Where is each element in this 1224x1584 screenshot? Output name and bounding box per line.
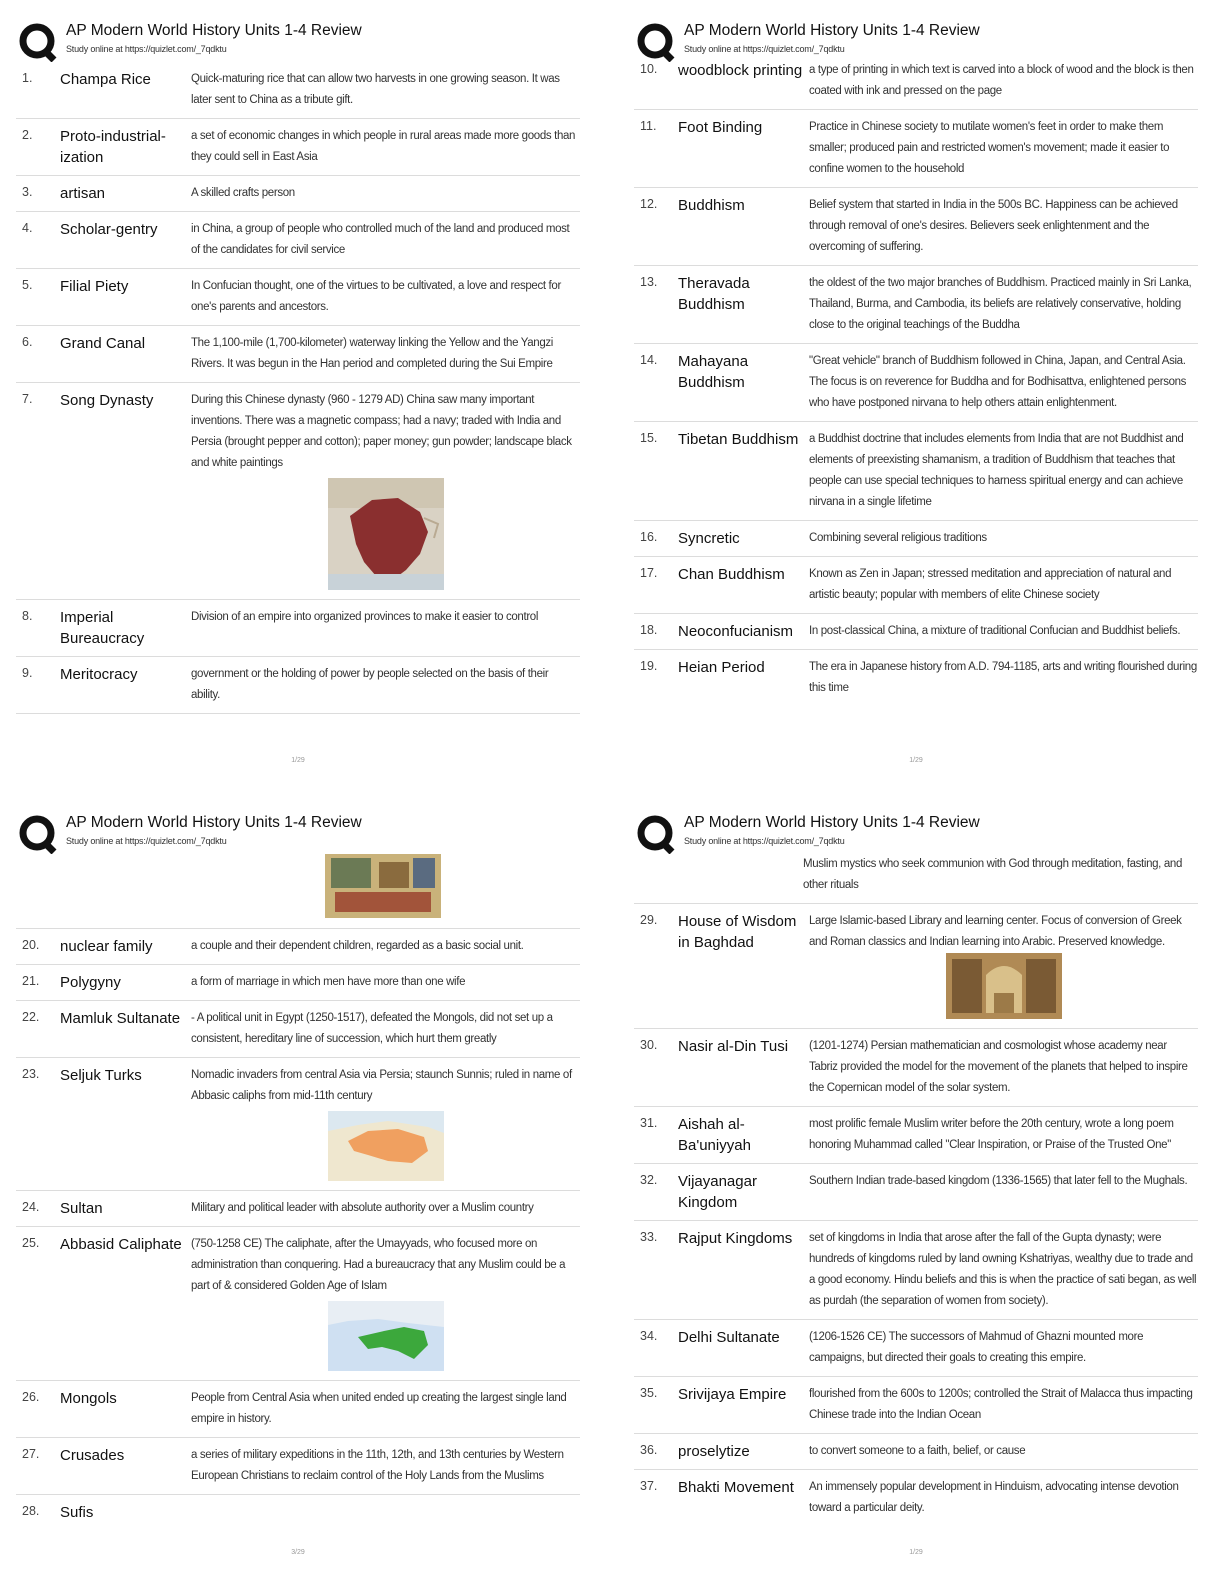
term-definition: An immensely popular development in Hinduism, advocating intense devotion toward a particular deity.	[809, 1481, 1179, 1514]
term-definition: a couple and their dependent children, regarded as a basic social unit.	[191, 940, 524, 952]
song-dynasty-map-image	[328, 478, 444, 590]
term-name: Rajput Kingdoms	[678, 1230, 793, 1247]
term-definition-block	[191, 390, 580, 592]
term-number: 35.	[640, 1386, 658, 1400]
term-row	[16, 929, 580, 965]
term-name: artisan	[60, 185, 106, 202]
term-row	[634, 1107, 1198, 1164]
term-row	[634, 521, 1198, 557]
term-name: Heian Period	[678, 659, 765, 676]
house-of-wisdom-image	[946, 953, 1062, 1019]
heian-painting-image	[325, 854, 441, 918]
term-name: proselytize	[678, 1443, 750, 1460]
page-header	[16, 810, 580, 854]
term-definition: People from Central Asia when united ended up creating the largest single land empire in history.	[191, 1392, 567, 1425]
term-number: 28.	[22, 1504, 40, 1518]
term-row	[634, 650, 1198, 706]
term-name: Neoconfucianism	[678, 623, 794, 640]
page-1	[16, 18, 580, 778]
term-name: Foot Binding	[678, 119, 763, 136]
term-name: woodblock printing	[678, 62, 803, 79]
term-definition: "Great vehicle" branch of Buddhism followed in China, Japan, and Central Asia. The focus is on reverence for Buddha and for Bodhisattva, enlightened persons who have postponed nirvana to help others attain enlightenment.	[809, 355, 1187, 409]
term-definition: (750-1258 CE) The caliphate, after the Umayyads, who focused more on administration than conquering. Had a bureaucracy that any Muslim could be a part of & considered Golden Age of Islam	[191, 1238, 566, 1292]
term-name: Mongols	[60, 1390, 117, 1407]
term-definition: a Buddhist doctrine that includes elements from India that are not Buddhist and elements of preexisting shamanism, a tradition of Buddhism that teaches that people can use special techniques to harness spiritual energy and can achieve nirvana in a single lifetime	[809, 433, 1184, 508]
term-number: 14.	[640, 353, 658, 367]
term-name: Sufis	[60, 1504, 94, 1521]
term-definition: most prolific female Muslim writer before the 20th century, wrote a long poem honoring Muhammad called "Clear Inspiration, or Praise of the Trusted One"	[809, 1118, 1174, 1151]
page-header	[16, 18, 580, 62]
term-row	[634, 1221, 1198, 1320]
term-number: 26.	[22, 1390, 40, 1404]
term-definition: (1201-1274) Persian mathematician and cosmologist whose academy near Tabriz provided the model for the movement of the planets that helped to inspire the Copernican model of the solar system.	[809, 1040, 1188, 1094]
term-definition: The era in Japanese history from A.D. 794-1185, arts and writing flourished during this time	[809, 661, 1197, 694]
term-definition: Known as Zen in Japan; stressed meditation and appreciation of natural and artistic beauty; popular with members of elite Chinese society	[809, 568, 1172, 601]
page-title: AP Modern World History Units 1-4 Review	[66, 814, 362, 831]
page-3	[16, 810, 580, 1570]
continuation-image-cell	[185, 854, 580, 920]
term-definition: Belief system that started in India in the 500s BC. Happiness can be achieved through removal of one's desires. Believers seek enlightenment and the overcoming of suffering.	[809, 199, 1178, 253]
term-row	[634, 1377, 1198, 1434]
term-name: Sultan	[60, 1200, 103, 1217]
term-row	[16, 1495, 580, 1530]
study-link[interactable]: Study online at https://quizlet.com/_7qdktu	[66, 44, 227, 54]
term-row	[634, 266, 1198, 344]
term-number: 9.	[22, 666, 33, 680]
term-number: 24.	[22, 1200, 40, 1214]
term-row	[16, 383, 580, 600]
term-number: 16.	[640, 530, 658, 544]
term-name: Theravada Buddhism	[678, 275, 750, 313]
term-row	[634, 557, 1198, 614]
term-definition: Large Islamic-based Library and learning center. Focus of conversion of Greek and Roman classics and Indian learning into Arabic. Preserved knowledge.	[809, 915, 1182, 948]
term-name: Champa Rice	[60, 71, 151, 88]
term-name: Mamluk Sultanate	[60, 1010, 181, 1027]
term-definition: Southern Indian trade-based kingdom (1336-1565) that later fell to the Mughals.	[809, 1175, 1188, 1187]
term-number: 19.	[640, 659, 658, 673]
term-definition: government or the holding of power by people selected on the basis of their ability.	[191, 668, 549, 701]
term-number: 33.	[640, 1230, 658, 1244]
term-number: 27.	[22, 1447, 40, 1461]
page-4	[634, 810, 1198, 1570]
term-name: Song Dynasty	[60, 392, 154, 409]
term-number: 18.	[640, 623, 658, 637]
term-name: Vijayanagar Kingdom	[678, 1173, 757, 1211]
term-definition: the oldest of the two major branches of Buddhism. Practiced mainly in Sri Lanka, Thailand, Burma, and Cambodia, its beliefs are relatively conservative, holding close to the original teachings of the Buddha	[809, 277, 1192, 331]
term-definition: a type of printing in which text is carved into a block of wood and the block is then coated with ink and pressed on the page	[809, 64, 1194, 97]
term-list	[634, 60, 1198, 706]
term-definition: In post-classical China, a mixture of traditional Confucian and Buddhist beliefs.	[809, 625, 1181, 637]
term-definition: Combining several religious traditions	[809, 532, 987, 544]
term-row	[634, 110, 1198, 188]
term-name: Crusades	[60, 1447, 125, 1464]
page-2	[634, 18, 1198, 778]
term-number: 7.	[22, 392, 33, 406]
term-definition: In Confucian thought, one of the virtues to be cultivated, a love and respect for one's parents and ancestors.	[191, 280, 561, 313]
term-name: Filial Piety	[60, 278, 129, 295]
term-name: Tibetan Buddhism	[678, 431, 799, 448]
page-number: 3/29	[291, 1549, 305, 1556]
term-number: 37.	[640, 1479, 658, 1493]
term-row	[634, 904, 1198, 1029]
term-number: 22.	[22, 1010, 40, 1024]
term-name: Polygyny	[60, 974, 121, 991]
term-number: 2.	[22, 128, 33, 142]
term-name: Grand Canal	[60, 335, 146, 352]
page-header	[634, 810, 1198, 854]
term-number: 21.	[22, 974, 40, 988]
page-number: 1/29	[909, 757, 923, 764]
term-definition: The 1,100-mile (1,700-kilometer) waterway linking the Yellow and the Yangzi Rivers. It was begun in the Han period and completed during the Sui Empire	[191, 337, 553, 370]
term-list	[634, 904, 1198, 1526]
term-row	[16, 1381, 580, 1438]
term-definition: set of kingdoms in India that arose after the fall of the Gupta dynasty; were hundreds of kingdoms ruled by land owning Kshatriyas, wealthy due to trade and a good economy. Hindu beliefs and this is when the practice of sati began, as well as purdah (the separation of women from society).	[809, 1232, 1197, 1307]
term-row	[16, 1058, 580, 1191]
term-row	[16, 965, 580, 1001]
term-definition: Nomadic invaders from central Asia via Persia; staunch Sunnis; ruled in name of Abbasic caliphs from mid-11th century	[191, 1069, 572, 1102]
term-number: 34.	[640, 1329, 658, 1343]
term-name: Buddhism	[678, 197, 745, 214]
term-definition-block	[809, 911, 1198, 1021]
term-number: 1.	[22, 71, 33, 85]
term-row	[634, 1434, 1198, 1470]
term-number: 20.	[22, 938, 40, 952]
page-title: AP Modern World History Units 1-4 Review	[684, 814, 980, 831]
term-name: Nasir al-Din Tusi	[678, 1038, 789, 1055]
term-number: 31.	[640, 1116, 658, 1130]
term-row	[16, 1191, 580, 1227]
quizlet-logo-icon	[636, 22, 676, 62]
term-row	[634, 1029, 1198, 1107]
term-row	[634, 1470, 1198, 1526]
term-row	[16, 326, 580, 383]
term-definition: a form of marriage in which men have more than one wife	[191, 976, 466, 988]
page-number: 1/29	[291, 757, 305, 764]
term-row	[16, 269, 580, 326]
term-name: Imperial Bureaucracy	[60, 609, 145, 647]
term-row	[634, 344, 1198, 422]
term-name: Seljuk Turks	[60, 1067, 142, 1084]
term-number: 29.	[640, 913, 658, 927]
term-name: Aishah al-Ba'uniyyah	[678, 1116, 751, 1154]
term-name: Mahayana Buddhism	[678, 353, 749, 391]
term-row	[634, 1320, 1198, 1377]
term-number: 25.	[22, 1236, 40, 1250]
term-definition-block	[191, 1234, 580, 1373]
term-definition: Military and political leader with absolute authority over a Muslim country	[191, 1202, 534, 1214]
page-number: 1/29	[909, 1549, 923, 1556]
term-number: 3.	[22, 185, 33, 199]
term-row	[634, 1164, 1198, 1221]
term-name: Bhakti Movement	[678, 1479, 794, 1496]
term-row	[634, 188, 1198, 266]
term-row	[634, 422, 1198, 521]
term-name: Chan Buddhism	[678, 566, 785, 583]
seljuk-map-image	[328, 1111, 444, 1181]
term-definition: in China, a group of people who controlled much of the land and produced most of the candidates for civil service	[191, 223, 570, 256]
quizlet-logo-icon	[18, 814, 58, 854]
term-number: 23.	[22, 1067, 40, 1081]
page-title: AP Modern World History Units 1-4 Review	[66, 22, 362, 39]
term-number: 12.	[640, 197, 658, 211]
term-row	[16, 1001, 580, 1058]
term-number: 13.	[640, 275, 658, 289]
quizlet-logo-icon	[636, 814, 676, 854]
term-number: 10.	[640, 62, 658, 76]
term-definition: a series of military expeditions in the 11th, 12th, and 13th centuries by Western European Christians to reclaim control of the Holy Lands from the Muslims	[191, 1449, 564, 1482]
term-row	[16, 657, 580, 714]
term-number: 32.	[640, 1173, 658, 1187]
term-number: 5.	[22, 278, 33, 292]
term-row	[16, 1227, 580, 1381]
term-name: Delhi Sultanate	[678, 1329, 780, 1346]
term-definition: A skilled crafts person	[191, 187, 295, 199]
term-definition: Quick-maturing rice that can allow two harvests in one growing season. It was later sent to China as a tribute gift.	[191, 73, 560, 106]
term-number: 8.	[22, 609, 33, 623]
term-row	[16, 600, 580, 657]
term-number: 30.	[640, 1038, 658, 1052]
term-number: 4.	[22, 221, 33, 235]
term-row	[16, 62, 580, 119]
term-number: 6.	[22, 335, 33, 349]
continuation-image-row	[16, 854, 580, 929]
term-name: Meritocracy	[60, 666, 138, 683]
abbasid-map-image	[328, 1301, 444, 1371]
term-name: House of Wisdom in Baghdad	[678, 913, 797, 951]
term-name: Syncretic	[678, 530, 740, 547]
page-title: AP Modern World History Units 1-4 Review	[684, 22, 980, 39]
term-definition: (1206-1526 CE) The successors of Mahmud of Ghazni mounted more campaigns, but directed their goals to creating this empire.	[809, 1331, 1144, 1364]
term-row	[16, 212, 580, 269]
term-definition	[191, 1502, 580, 1523]
term-row	[16, 1438, 580, 1495]
term-name: Proto-industrial-ization	[60, 128, 166, 166]
term-definition-block	[191, 1065, 580, 1183]
study-link[interactable]: Study online at https://quizlet.com/_7qdktu	[684, 836, 845, 846]
term-name: Abbasid Caliphate	[60, 1236, 182, 1253]
term-number: 11.	[640, 119, 657, 133]
term-row	[634, 60, 1198, 110]
term-number: 15.	[640, 431, 658, 445]
term-definition: Division of an empire into organized provinces to make it easier to control	[191, 611, 539, 623]
term-name: Scholar-gentry	[60, 221, 158, 238]
term-number: 17.	[640, 566, 658, 580]
term-definition: a set of economic changes in which people in rural areas made more goods than they could sell in East Asia	[191, 130, 576, 163]
term-definition: - A political unit in Egypt (1250-1517), defeated the Mongols, did not set up a consistent, hereditary line of succession, which hurt them greatly	[191, 1012, 553, 1045]
study-link[interactable]: Study online at https://quizlet.com/_7qdktu	[66, 836, 227, 846]
continuation-row	[634, 854, 1198, 904]
study-link[interactable]: Study online at https://quizlet.com/_7qdktu	[684, 44, 845, 54]
term-list	[16, 62, 580, 714]
term-definition: Muslim mystics who seek communion with God through meditation, fasting, and other rituals	[803, 858, 1182, 891]
term-row	[16, 176, 580, 212]
quizlet-logo-icon	[18, 22, 58, 62]
term-definition: to convert someone to a faith, belief, or cause	[809, 1445, 1026, 1457]
term-list	[16, 929, 580, 1530]
term-definition: Practice in Chinese society to mutilate women's feet in order to make them smaller; produced pain and restricted women's movement; made it easier to confine women to the household	[809, 121, 1170, 175]
term-number: 36.	[640, 1443, 658, 1457]
term-row	[634, 614, 1198, 650]
term-name: Srivijaya Empire	[678, 1386, 787, 1403]
term-name: nuclear family	[60, 938, 153, 955]
term-row	[16, 119, 580, 176]
page-header	[634, 18, 1198, 62]
term-definition: flourished from the 600s to 1200s; controlled the Strait of Malacca thus impacting Chinese trade into the Indian Ocean	[809, 1388, 1193, 1421]
term-definition: During this Chinese dynasty (960 - 1279 AD) China saw many important inventions. There was a magnetic compass; had a navy; traded with India and Persia (brought pepper and cotton); paper money; gun powder; landscape black and white paintings	[191, 394, 572, 469]
